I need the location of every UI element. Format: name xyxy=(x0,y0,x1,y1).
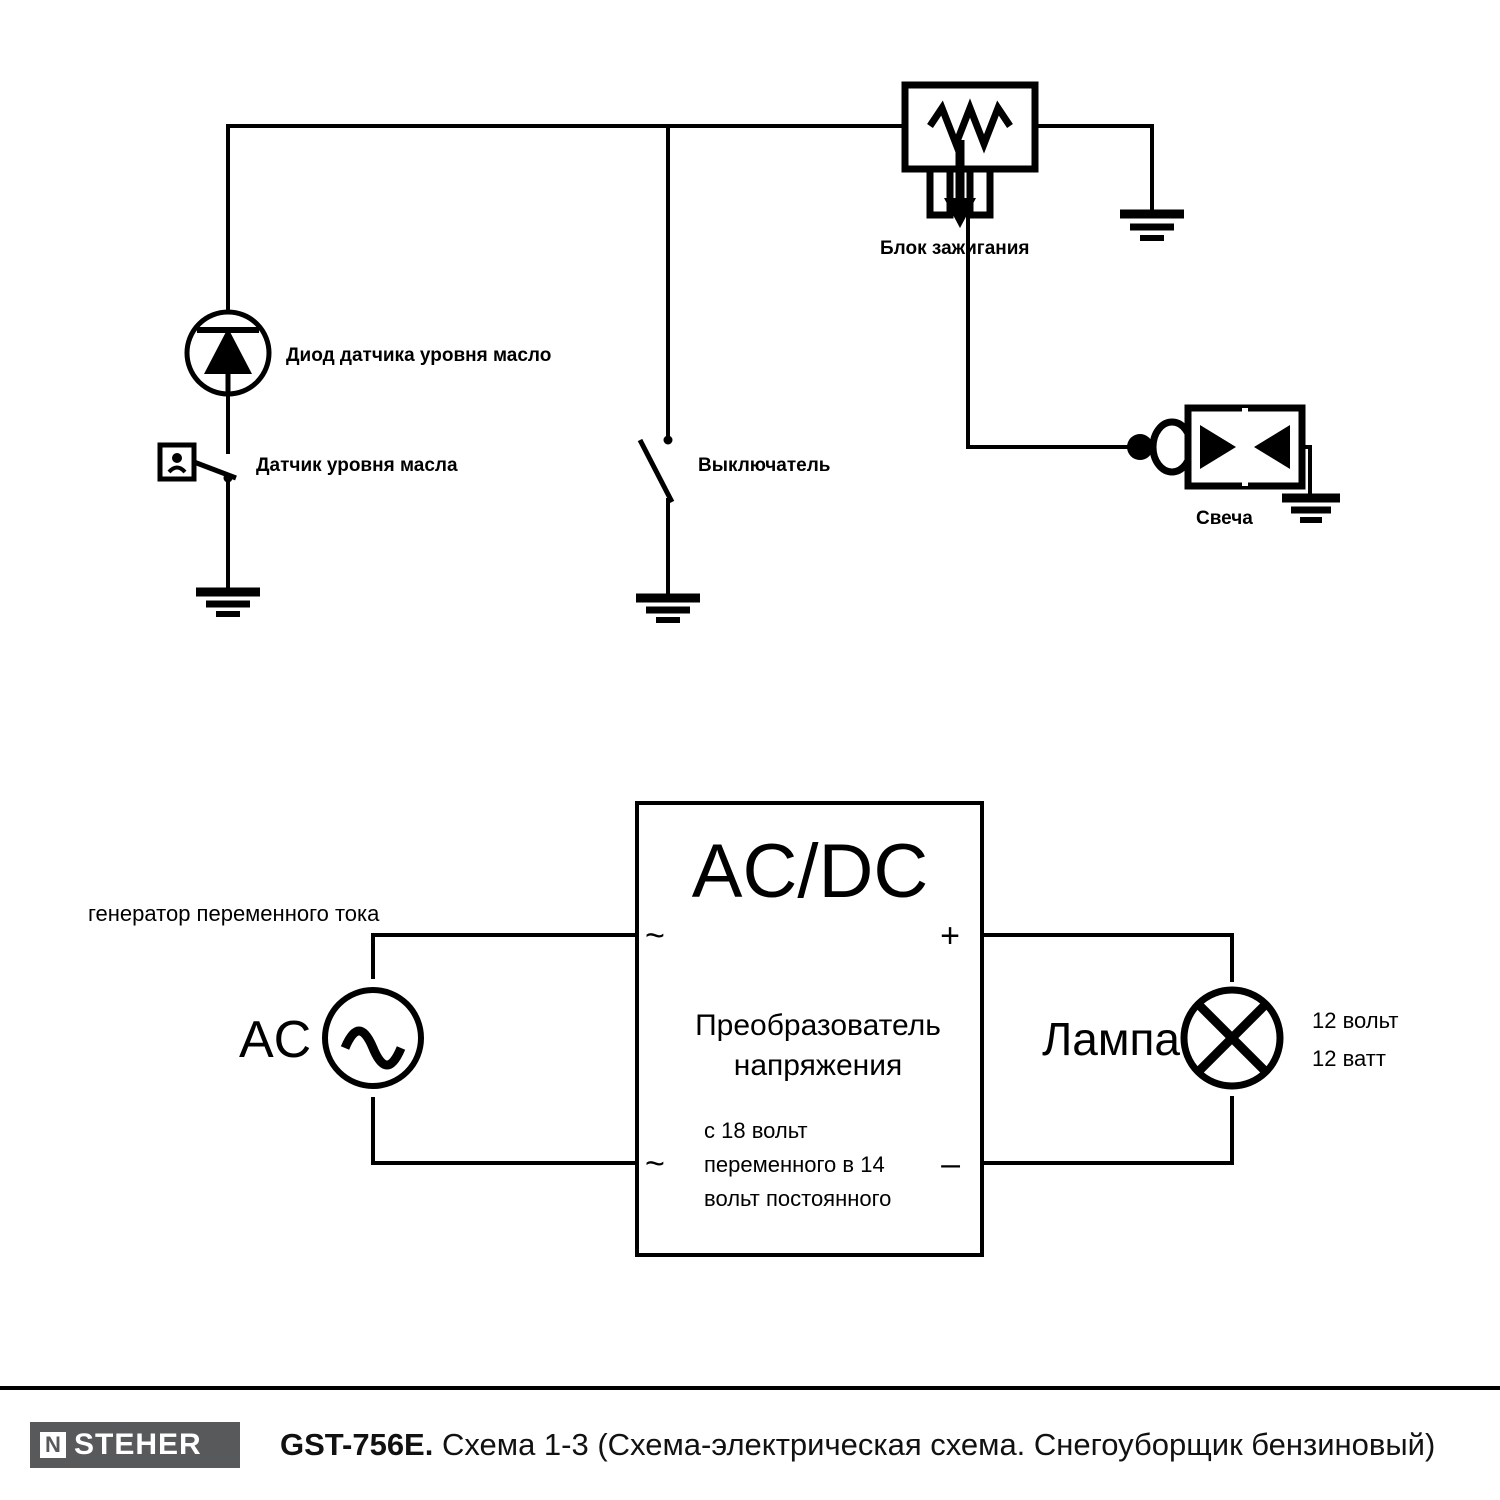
terminal-minus: – xyxy=(941,1145,960,1183)
label-alternator: генератор переменного тока xyxy=(88,901,380,926)
ac-source-symbol xyxy=(325,990,421,1086)
terminal-plus: + xyxy=(940,917,960,955)
terminal-ac-2: ~ xyxy=(645,1145,665,1183)
spark-plug-symbol xyxy=(1127,408,1302,486)
label-lamp: Лампа xyxy=(1042,1013,1180,1065)
brand-logo-icon: N xyxy=(40,1432,66,1458)
ground-symbol-left xyxy=(196,592,260,614)
brand-badge xyxy=(30,1422,240,1468)
label-oil-sensor-diode: Диод датчика уровня масло xyxy=(286,345,552,366)
caption-model: GST-756E. xyxy=(280,1427,434,1462)
label-ac-source: AC xyxy=(239,1011,312,1069)
ground-symbol-spark-plug xyxy=(1282,498,1340,520)
label-spark-plug: Свеча xyxy=(1196,508,1253,529)
label-converter-spec-1: с 18 вольт xyxy=(704,1118,808,1143)
ground-symbol-ignition xyxy=(1120,214,1184,238)
terminal-ac-1: ~ xyxy=(645,917,665,955)
oil-sensor-diode-symbol xyxy=(187,312,269,394)
label-converter-name-1: Преобразователь xyxy=(695,1009,941,1042)
label-lamp-volt: 12 вольт xyxy=(1312,1008,1399,1033)
footer xyxy=(0,1390,1500,1500)
label-lamp-watt: 12 ватт xyxy=(1312,1046,1386,1071)
brand-name: STEHER xyxy=(74,1428,202,1461)
label-converter-name-2: напряжения xyxy=(733,1049,903,1082)
switch-symbol xyxy=(640,436,673,503)
caption-description: Схема 1-3 (Схема-электрическая схема. Снегоуборщик бензиновый) xyxy=(441,1427,1436,1462)
label-switch: Выключатель xyxy=(698,455,831,476)
caption xyxy=(280,1427,1435,1463)
label-oil-level-sensor: Датчик уровня масла xyxy=(256,455,458,476)
ground-symbol-switch xyxy=(636,598,700,620)
lamp-symbol xyxy=(1184,990,1280,1086)
label-converter-spec-3: вольт постоянного xyxy=(704,1186,892,1211)
ignition-block-symbol xyxy=(905,85,1035,228)
label-ignition-block: Блок зажигания xyxy=(880,238,1030,259)
label-converter-title: AC/DC xyxy=(691,829,929,914)
oil-level-sensor-symbol xyxy=(160,445,236,483)
label-converter-spec-2: переменного в 14 xyxy=(704,1152,885,1177)
